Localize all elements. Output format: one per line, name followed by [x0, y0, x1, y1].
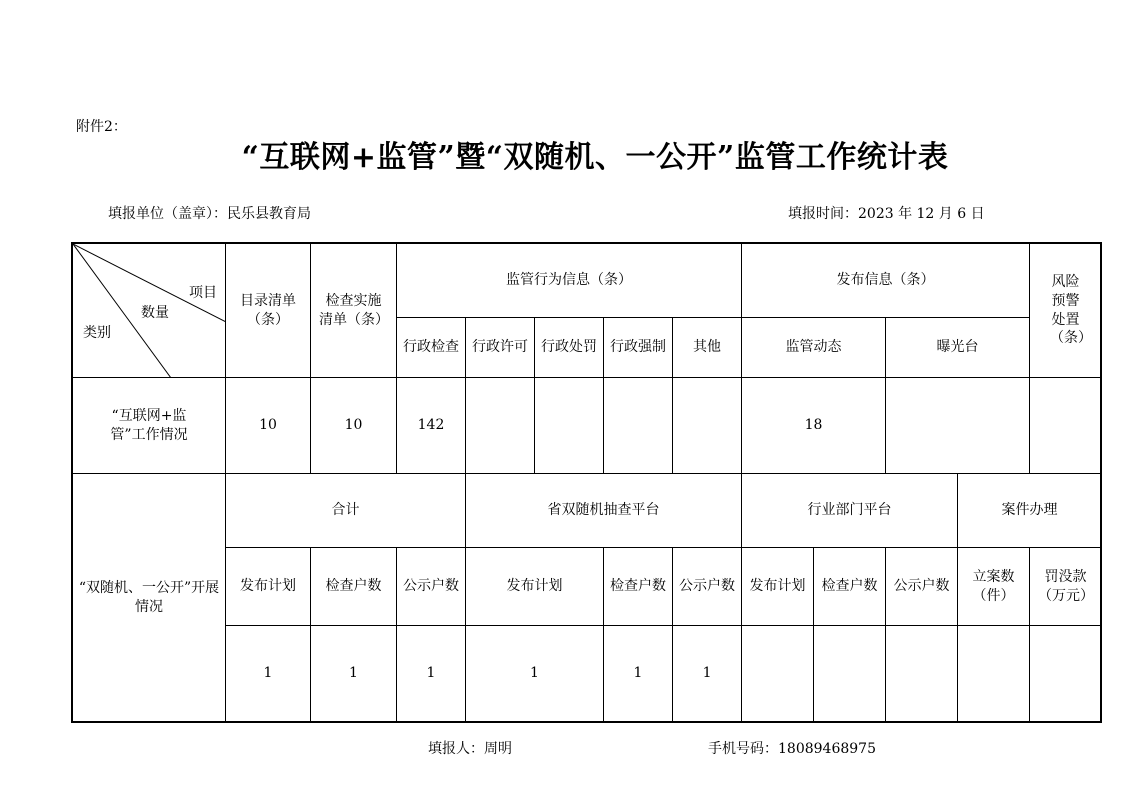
- total-publish-plan-header: 发布计划: [226, 548, 311, 626]
- catalog-list-header: 目录清单（条）: [226, 244, 311, 378]
- case-handling-header: 案件办理: [958, 474, 1102, 548]
- total-inspect-count-header: 检查户数: [311, 548, 397, 626]
- other-header: 其他: [673, 318, 742, 378]
- province-publish-plan-value: 1: [466, 626, 604, 722]
- corner-project-label: 项目: [189, 285, 217, 301]
- total-group-header: 合计: [226, 474, 466, 548]
- page-title: “互联网+监管”暨“双随机、一公开”监管工作统计表: [241, 140, 949, 175]
- time-label: 填报时间：: [788, 206, 858, 222]
- province-platform-header: 省双随机抽查平台: [466, 474, 742, 548]
- time-value: 2023 年 12 月 6 日: [858, 206, 985, 222]
- inspection-list-header: 检查实施清单（条）: [311, 244, 397, 378]
- internet-supervision-row-label: “互联网+监管”工作情况: [73, 378, 226, 474]
- total-inspect-count-value: 1: [311, 626, 397, 722]
- admin-penalty-header: 行政处罚: [535, 318, 604, 378]
- industry-publish-plan-header: 发布计划: [742, 548, 814, 626]
- admin-enforce-header: 行政强制: [604, 318, 673, 378]
- industry-public-count-header: 公示户数: [886, 548, 958, 626]
- risk-warning-header: 风险预警处置（条）: [1030, 244, 1102, 378]
- inspection-list-value: 10: [311, 378, 397, 474]
- reporting-time: [788, 203, 985, 223]
- reporting-unit: [108, 203, 311, 223]
- corner-quantity-label: 数量: [141, 305, 169, 321]
- unit-label: 填报单位（盖章）：: [108, 206, 227, 222]
- province-public-count-value: 1: [673, 626, 742, 722]
- province-public-count-header: 公示户数: [673, 548, 742, 626]
- unit-value: 民乐县教育局: [227, 206, 311, 222]
- supervision-dynamics-header: 监管动态: [742, 318, 886, 378]
- double-random-row-label: “双随机、一公开”开展情况: [73, 474, 226, 722]
- attachment-label: 附件2：: [76, 119, 127, 135]
- exposure-platform-header: 曝光台: [886, 318, 1030, 378]
- total-public-count-value: 1: [397, 626, 466, 722]
- province-inspect-count-header: 检查户数: [604, 548, 673, 626]
- total-publish-plan-value: 1: [226, 626, 311, 722]
- province-inspect-count-value: 1: [604, 626, 673, 722]
- industry-inspect-count-header: 检查户数: [814, 548, 886, 626]
- behavior-info-header: 监管行为信息（条）: [397, 244, 742, 318]
- fines-header: 罚没款（万元）: [1030, 548, 1102, 626]
- publish-info-header: 发布信息（条）: [742, 244, 1030, 318]
- supervision-dynamics-value: 18: [742, 378, 886, 474]
- filler-name: 填报人：周明: [428, 741, 512, 757]
- corner-category-label: 类别: [83, 325, 111, 341]
- admin-license-header: 行政许可: [466, 318, 535, 378]
- total-public-count-header: 公示户数: [397, 548, 466, 626]
- phone-number: 手机号码：18089468975: [708, 741, 876, 757]
- case-filed-header: 立案数（件）: [958, 548, 1030, 626]
- table-outer-border: [71, 242, 1102, 723]
- admin-inspect-value: 142: [397, 378, 466, 474]
- industry-platform-header: 行业部门平台: [742, 474, 958, 548]
- province-publish-plan-header: 发布计划: [466, 548, 604, 626]
- catalog-value: 10: [226, 378, 311, 474]
- admin-inspect-header: 行政检查: [397, 318, 466, 378]
